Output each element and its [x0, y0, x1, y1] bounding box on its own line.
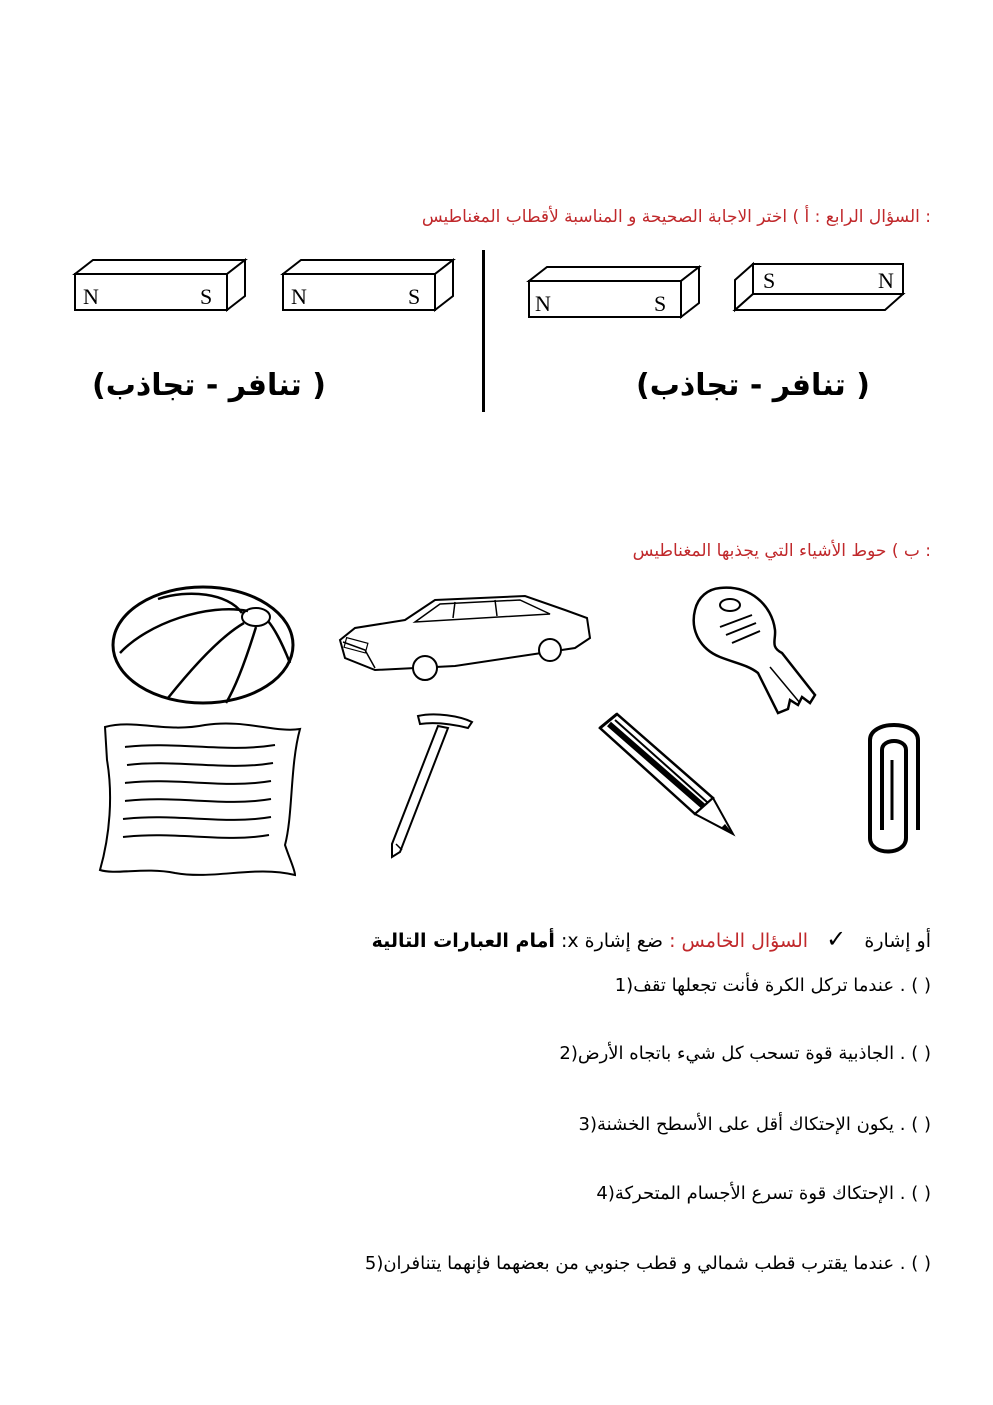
magnet-right-a-pole-1: N	[535, 291, 551, 316]
paper-image[interactable]	[95, 715, 305, 880]
magnet-right-b-pole-2: N	[878, 268, 894, 293]
ball-image[interactable]	[108, 583, 298, 708]
q5-title-bold: أمام العبارات التالية	[371, 930, 555, 952]
q5-prefix: أو إشارة	[864, 930, 931, 952]
q5-title-red: السؤال الخامس :	[669, 930, 809, 952]
statement-2-text: ( ) . الجاذبية قوة تسحب كل شيء باتجاه الأرض(2	[559, 1043, 931, 1064]
magnet-right-b-pole-1: S	[763, 268, 776, 293]
statement-3	[579, 1114, 932, 1135]
magnet-right-a-pole-2: S	[654, 291, 667, 316]
magnet-left-a-pole-1: N	[83, 284, 99, 309]
magnet-left-a	[75, 258, 245, 314]
choice-left[interactable]: ( تنافر - تجاذب)	[92, 368, 326, 403]
choice-right[interactable]: ( تنافر - تجاذب)	[636, 368, 870, 403]
key-image[interactable]	[690, 585, 825, 720]
magnet-left-b-pole-1: N	[291, 284, 307, 309]
magnet-left-b	[283, 258, 453, 314]
statement-5	[365, 1253, 931, 1274]
magnet-right-b	[735, 262, 905, 318]
magnet-right-a	[529, 265, 699, 321]
divider-line	[482, 250, 485, 412]
statement-3-text: ( ) . يكون الإحتكاك أقل على الأسطح الخشنة(3	[578, 1114, 931, 1135]
pencil-image[interactable]	[595, 710, 745, 845]
statement-2	[559, 1043, 931, 1064]
magnet-left-a-pole-2: S	[200, 284, 213, 309]
statement-5-text: ( ) . عندما يقترب قطب شمالي و قطب جنوبي من بعضهما فإنهما يتنافران(5	[364, 1253, 931, 1274]
statement-1	[615, 975, 931, 996]
nail-image[interactable]	[380, 712, 480, 862]
q5-title	[372, 925, 931, 953]
magnet-left-b-pole-2: S	[408, 284, 421, 309]
check-icon: ✓	[826, 925, 847, 953]
part-b-title: : ب ) حوط الأشياء التي يجذبها المغناطيس	[632, 541, 931, 561]
paper-clip-image[interactable]	[862, 720, 927, 860]
q5-title-black: ضع إشارة x:	[560, 930, 664, 952]
statement-1-text: ( ) . عندما تركل الكرة فأنت تجعلها تقف(1	[614, 975, 931, 996]
q4-title: : السؤال الرابع : أ ) اختر الاجابة الصحيحة و المناسبة لأقطاب المغناطيس	[421, 207, 931, 227]
statement-4	[596, 1183, 931, 1204]
statement-4-text: ( ) . الإحتكاك قوة تسرع الأجسام المتحركة(4	[596, 1183, 931, 1204]
car-image[interactable]	[335, 588, 595, 688]
